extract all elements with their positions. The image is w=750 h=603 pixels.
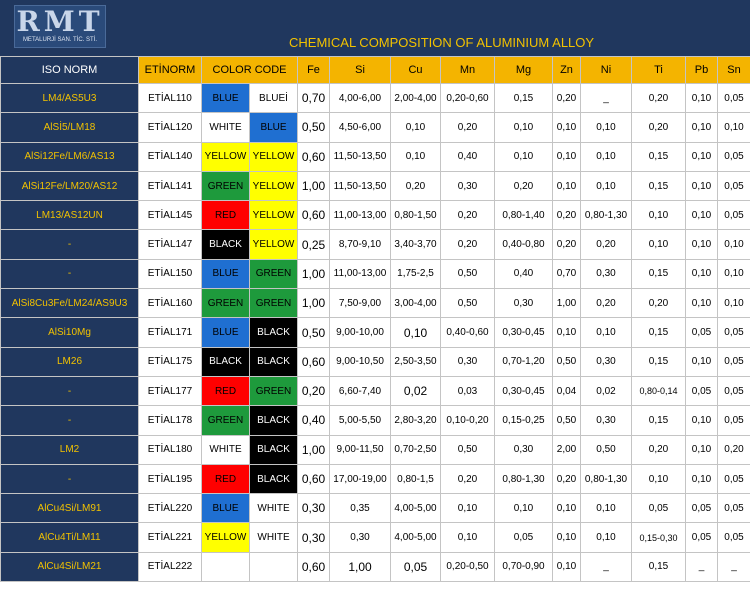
cell-pb: 0,10 [686,289,718,318]
cell-fe: 0,30 [298,523,330,552]
cell-pb: 0,10 [686,201,718,230]
column-header-sn: Sn [718,57,750,84]
cell-sn: 0,20 [718,435,750,464]
cell-ti: 0,15 [632,142,686,171]
cell-mn: 0,20 [441,113,495,142]
cell-ni: 0,02 [581,376,632,405]
cell-ni: 0,10 [581,494,632,523]
cell-cu: 4,00-5,00 [391,523,441,552]
cell-cu: 0,10 [391,318,441,347]
table-row [1,84,750,113]
cell-c2: BLACK [250,318,298,347]
cell-cu: 4,00-5,00 [391,494,441,523]
cell-zn: 0,50 [553,347,581,376]
column-header-ti: Ti [632,57,686,84]
cell-si: 5,00-5,50 [330,406,391,435]
column-header-cu: Cu [391,57,441,84]
cell-ti: 0,20 [632,113,686,142]
cell-zn: 0,20 [553,230,581,259]
cell-fe: 0,50 [298,113,330,142]
cell-iso: AlSi12Fe/LM6/AS13 [1,142,139,171]
cell-zn: 0,20 [553,84,581,113]
cell-sn: 0,05 [718,201,750,230]
cell-c1: BLUE [202,318,250,347]
cell-si: 1,00 [330,552,391,581]
cell-pb: 0,10 [686,171,718,200]
table-row [1,259,750,288]
cell-fe: 0,60 [298,347,330,376]
cell-mn: 0,40 [441,142,495,171]
cell-ni: 0,30 [581,347,632,376]
cell-etinorm: ETİAL177 [139,376,202,405]
cell-mg: 0,30-0,45 [495,376,553,405]
cell-mg: 0,80-1,40 [495,201,553,230]
cell-c2: WHITE [250,494,298,523]
cell-etinorm: ETİAL145 [139,201,202,230]
cell-fe: 0,60 [298,464,330,493]
cell-zn: 2,00 [553,435,581,464]
cell-cu: 0,02 [391,376,441,405]
cell-mn: 0,20-0,60 [441,84,495,113]
table-row [1,552,750,581]
cell-zn: 0,10 [553,113,581,142]
cell-sn: 0,10 [718,259,750,288]
cell-fe: 0,20 [298,376,330,405]
cell-sn: 0,05 [718,84,750,113]
logo-text: RMT [16,5,104,38]
cell-etinorm: ETİAL160 [139,289,202,318]
column-header-ni: Ni [581,57,632,84]
cell-mg: 0,15 [495,84,553,113]
cell-zn: 0,10 [553,494,581,523]
cell-mn: 0,30 [441,171,495,200]
table-row [1,523,750,552]
cell-mn: 0,20-0,50 [441,552,495,581]
table-row [1,464,750,493]
cell-pb: 0,10 [686,259,718,288]
cell-c1: GREEN [202,406,250,435]
cell-cu: 0,20 [391,171,441,200]
cell-si: 11,00-13,00 [330,201,391,230]
company-logo [14,5,106,48]
table-row [1,171,750,200]
cell-si: 7,50-9,00 [330,289,391,318]
cell-c1: GREEN [202,289,250,318]
logo-subtitle: METALURJİ SAN. TİC. STİ. [22,37,98,43]
cell-zn: 0,20 [553,464,581,493]
cell-mg: 0,10 [495,113,553,142]
cell-pb: 0,10 [686,347,718,376]
cell-fe: 0,25 [298,230,330,259]
cell-ti: 0,15 [632,347,686,376]
composition-table [0,56,750,582]
cell-c1: RED [202,464,250,493]
cell-mn: 0,50 [441,435,495,464]
cell-iso: AlCu4Ti/LM11 [1,523,139,552]
cell-fe: 0,30 [298,494,330,523]
cell-sn: _ [718,552,750,581]
cell-ti: 0,15 [632,552,686,581]
cell-ni: 0,10 [581,318,632,347]
cell-etinorm: ETİAL171 [139,318,202,347]
cell-iso: AlSi8Cu3Fe/LM24/AS9U3 [1,289,139,318]
cell-zn: 0,10 [553,142,581,171]
cell-fe: 0,40 [298,406,330,435]
cell-cu: 2,50-3,50 [391,347,441,376]
cell-c2: GREEN [250,289,298,318]
page-header [0,0,750,56]
cell-sn: 0,10 [718,230,750,259]
cell-ti: 0,05 [632,494,686,523]
cell-c2 [250,552,298,581]
cell-pb: 0,10 [686,435,718,464]
cell-si: 0,35 [330,494,391,523]
cell-si: 11,50-13,50 [330,142,391,171]
cell-pb: 0,10 [686,406,718,435]
cell-zn: 0,70 [553,259,581,288]
cell-c2: BLACK [250,406,298,435]
cell-si: 4,00-6,00 [330,84,391,113]
cell-si: 0,30 [330,523,391,552]
cell-cu: 0,05 [391,552,441,581]
cell-etinorm: ETİAL178 [139,406,202,435]
cell-ti: 0,10 [632,230,686,259]
cell-mn: 0,10 [441,494,495,523]
cell-mn: 0,20 [441,464,495,493]
cell-c2: YELLOW [250,171,298,200]
cell-mg: 0,10 [495,494,553,523]
cell-ni: 0,30 [581,406,632,435]
cell-c1: BLUE [202,259,250,288]
cell-mn: 0,03 [441,376,495,405]
cell-mn: 0,20 [441,201,495,230]
cell-iso: - [1,259,139,288]
cell-c2: BLUEİ [250,84,298,113]
cell-mg: 0,40-0,80 [495,230,553,259]
cell-sn: 0,05 [718,142,750,171]
table-header-row [1,57,750,84]
cell-pb: 0,05 [686,494,718,523]
cell-c2: BLACK [250,464,298,493]
cell-cu: 2,80-3,20 [391,406,441,435]
cell-c2: GREEN [250,259,298,288]
cell-etinorm: ETİAL110 [139,84,202,113]
table-row [1,347,750,376]
cell-cu: 0,80-1,50 [391,201,441,230]
cell-ni: 0,20 [581,230,632,259]
cell-sn: 0,05 [718,171,750,200]
cell-mn: 0,10-0,20 [441,406,495,435]
cell-iso: - [1,464,139,493]
cell-ni: 0,30 [581,259,632,288]
cell-mn: 0,10 [441,523,495,552]
cell-fe: 0,60 [298,552,330,581]
cell-ni: 0,50 [581,435,632,464]
cell-zn: 0,20 [553,201,581,230]
column-header-mn: Mn [441,57,495,84]
table-row [1,113,750,142]
cell-zn: 0,10 [553,318,581,347]
cell-iso: LM2 [1,435,139,464]
cell-ni: 0,10 [581,142,632,171]
cell-cu: 1,75-2,5 [391,259,441,288]
cell-etinorm: ETİAL140 [139,142,202,171]
cell-c1: WHITE [202,113,250,142]
cell-pb: _ [686,552,718,581]
cell-etinorm: ETİAL150 [139,259,202,288]
cell-si: 8,70-9,10 [330,230,391,259]
cell-sn: 0,05 [718,318,750,347]
cell-ti: 0,15 [632,406,686,435]
cell-etinorm: ETİAL180 [139,435,202,464]
cell-si: 9,00-11,50 [330,435,391,464]
cell-pb: 0,05 [686,318,718,347]
column-header-zn: Zn [553,57,581,84]
cell-zn: 0,50 [553,406,581,435]
column-header-si: Si [330,57,391,84]
table-row [1,201,750,230]
cell-iso: AlCu4Si/LM21 [1,552,139,581]
cell-ti: 0,15-0,30 [632,523,686,552]
table-row [1,494,750,523]
cell-mg: 0,30 [495,289,553,318]
cell-c1: YELLOW [202,523,250,552]
cell-ni: 0,80-1,30 [581,464,632,493]
cell-ni: 0,10 [581,523,632,552]
cell-ti: 0,80-0,14 [632,376,686,405]
cell-mn: 0,50 [441,259,495,288]
cell-etinorm: ETİAL141 [139,171,202,200]
cell-etinorm: ETİAL222 [139,552,202,581]
cell-ni: 0,10 [581,171,632,200]
cell-fe: 1,00 [298,289,330,318]
cell-ni: 0,80-1,30 [581,201,632,230]
column-header-color-code: COLOR CODE [202,57,298,84]
cell-c2: YELLOW [250,201,298,230]
column-header-etinorm: ETİNORM [139,57,202,84]
cell-mn: 0,30 [441,347,495,376]
cell-mg: 0,30 [495,435,553,464]
cell-fe: 0,60 [298,142,330,171]
table-row [1,142,750,171]
cell-sn: 0,05 [718,523,750,552]
cell-ti: 0,15 [632,259,686,288]
cell-ti: 0,20 [632,84,686,113]
cell-iso: AlCu4Si/LM91 [1,494,139,523]
cell-pb: 0,10 [686,113,718,142]
cell-c2: GREEN [250,376,298,405]
cell-c1 [202,552,250,581]
cell-iso: LM13/AS12UN [1,201,139,230]
cell-ni: _ [581,552,632,581]
cell-c2: WHITE [250,523,298,552]
cell-zn: 0,10 [553,523,581,552]
cell-ni: 0,20 [581,289,632,318]
cell-etinorm: ETİAL220 [139,494,202,523]
cell-si: 4,50-6,00 [330,113,391,142]
cell-c1: YELLOW [202,142,250,171]
cell-c1: RED [202,201,250,230]
cell-etinorm: ETİAL195 [139,464,202,493]
cell-ti: 0,15 [632,171,686,200]
cell-sn: 0,10 [718,113,750,142]
column-header-iso: ISO NORM [1,57,139,84]
cell-fe: 1,00 [298,171,330,200]
cell-mg: 0,70-0,90 [495,552,553,581]
cell-c1: WHITE [202,435,250,464]
cell-mg: 0,05 [495,523,553,552]
cell-fe: 1,00 [298,259,330,288]
cell-c1: RED [202,376,250,405]
cell-ti: 0,10 [632,201,686,230]
cell-mg: 0,40 [495,259,553,288]
cell-zn: 1,00 [553,289,581,318]
cell-fe: 0,50 [298,318,330,347]
cell-c1: BLUE [202,494,250,523]
cell-iso: - [1,376,139,405]
cell-mg: 0,20 [495,171,553,200]
cell-si: 9,00-10,00 [330,318,391,347]
cell-mg: 0,15-0,25 [495,406,553,435]
table-row [1,289,750,318]
cell-cu: 0,10 [391,142,441,171]
cell-sn: 0,10 [718,289,750,318]
cell-zn: 0,10 [553,171,581,200]
cell-cu: 0,70-2,50 [391,435,441,464]
cell-c2: BLACK [250,347,298,376]
cell-fe: 1,00 [298,435,330,464]
page-title: CHEMICAL COMPOSITION OF ALUMINIUM ALLOY [289,35,595,50]
cell-c2: BLACK [250,435,298,464]
cell-etinorm: ETİAL175 [139,347,202,376]
cell-ti: 0,20 [632,289,686,318]
cell-sn: 0,05 [718,347,750,376]
cell-c1: BLUE [202,84,250,113]
cell-si: 11,50-13,50 [330,171,391,200]
cell-mg: 0,80-1,30 [495,464,553,493]
cell-cu: 3,00-4,00 [391,289,441,318]
cell-sn: 0,05 [718,464,750,493]
cell-c1: BLACK [202,230,250,259]
cell-mg: 0,10 [495,142,553,171]
cell-si: 17,00-19,00 [330,464,391,493]
cell-iso: - [1,406,139,435]
cell-etinorm: ETİAL147 [139,230,202,259]
cell-mn: 0,40-0,60 [441,318,495,347]
cell-cu: 2,00-4,00 [391,84,441,113]
cell-c2: BLUE [250,113,298,142]
cell-mg: 0,70-1,20 [495,347,553,376]
cell-iso: AlSi10Mg [1,318,139,347]
cell-iso: LM26 [1,347,139,376]
cell-etinorm: ETİAL221 [139,523,202,552]
cell-mn: 0,50 [441,289,495,318]
cell-c1: BLACK [202,347,250,376]
column-header-pb: Pb [686,57,718,84]
cell-iso: AlSİ5/LM18 [1,113,139,142]
cell-ti: 0,20 [632,435,686,464]
table-row [1,318,750,347]
column-header-fe: Fe [298,57,330,84]
column-header-mg: Mg [495,57,553,84]
cell-pb: 0,10 [686,230,718,259]
cell-iso: AlSi12Fe/LM20/AS12 [1,171,139,200]
cell-zn: 0,10 [553,552,581,581]
cell-c1: GREEN [202,171,250,200]
cell-cu: 0,10 [391,113,441,142]
cell-si: 6,60-7,40 [330,376,391,405]
cell-fe: 0,60 [298,201,330,230]
cell-iso: LM4/AS5U3 [1,84,139,113]
cell-cu: 3,40-3,70 [391,230,441,259]
cell-ni: _ [581,84,632,113]
cell-ti: 0,10 [632,464,686,493]
cell-si: 11,00-13,00 [330,259,391,288]
cell-pb: 0,05 [686,376,718,405]
cell-si: 9,00-10,50 [330,347,391,376]
table-row [1,376,750,405]
cell-sn: 0,05 [718,406,750,435]
cell-c2: YELLOW [250,142,298,171]
cell-mn: 0,20 [441,230,495,259]
cell-sn: 0,05 [718,376,750,405]
cell-ti: 0,15 [632,318,686,347]
table-row [1,230,750,259]
cell-ni: 0,10 [581,113,632,142]
cell-mg: 0,30-0,45 [495,318,553,347]
cell-pb: 0,10 [686,142,718,171]
cell-iso: - [1,230,139,259]
cell-pb: 0,10 [686,464,718,493]
cell-pb: 0,05 [686,523,718,552]
cell-etinorm: ETİAL120 [139,113,202,142]
cell-zn: 0,04 [553,376,581,405]
cell-c2: YELLOW [250,230,298,259]
cell-cu: 0,80-1,5 [391,464,441,493]
table-row [1,435,750,464]
table-row [1,406,750,435]
cell-pb: 0,10 [686,84,718,113]
cell-sn: 0,05 [718,494,750,523]
cell-fe: 0,70 [298,84,330,113]
